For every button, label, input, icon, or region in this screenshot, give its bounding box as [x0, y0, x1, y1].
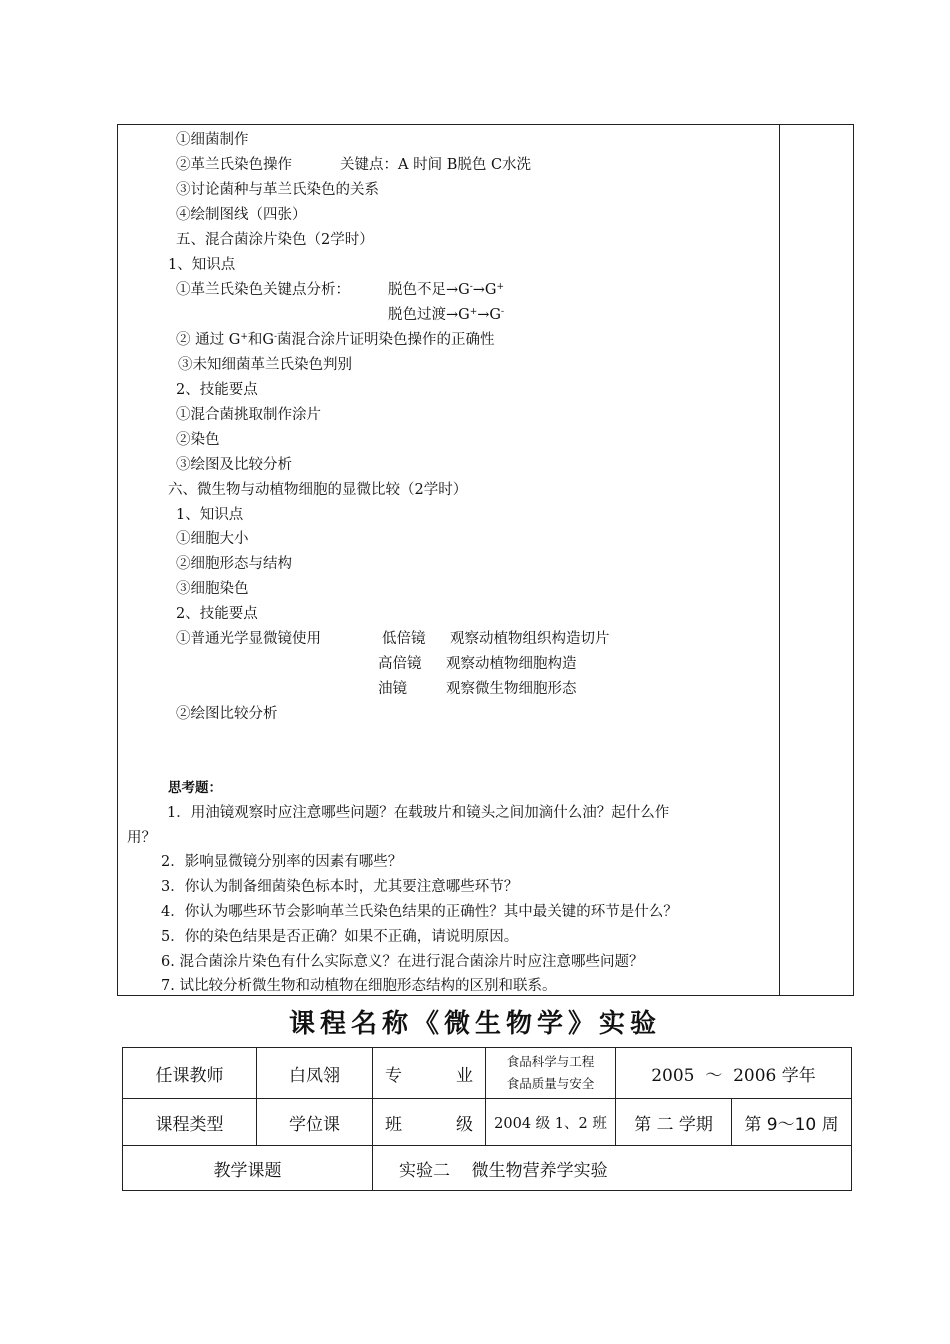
text-line: ③讨论菌种与革兰氏染色的关系: [176, 182, 379, 198]
semester: 第 二 学期: [616, 1099, 732, 1146]
course-info-table: [122, 1047, 852, 1191]
question: 7. 试比较分析微生物和动植物在细胞形态结构的区别和联系。: [161, 978, 557, 994]
text-line: ②染色: [176, 432, 220, 448]
section-heading: 五、混合菌涂片染色（2学时）: [176, 232, 374, 248]
text-line: 观察动植物细胞构造: [446, 656, 577, 672]
text-line: ①细胞大小: [176, 531, 249, 547]
class-label: 班 级: [373, 1099, 486, 1146]
text-line: ①普通光学显微镜使用: [176, 631, 321, 647]
subheading: 2、技能要点: [176, 606, 258, 622]
text-line: 观察微生物细胞形态: [446, 681, 577, 697]
text-line: ③未知细菌革兰氏染色判别: [178, 357, 352, 373]
text-line: ②革兰氏染色操作: [176, 157, 292, 173]
course-title: 课程名称《微生物学》实验: [288, 1009, 661, 1039]
text-line: ③绘图及比较分析: [176, 457, 292, 473]
question: 3．你认为制备细菌染色标本时，尤其要注意哪些环节？: [161, 879, 519, 895]
type-value: 学位课: [257, 1099, 373, 1146]
question: 4．你认为哪些环节会影响革兰氏染色结果的正确性？其中最关键的环节是什么？: [161, 904, 678, 920]
subheading: 1、知识点: [176, 507, 244, 523]
text-line: 脱色过渡→G+→G-: [388, 307, 505, 323]
section-heading: 六、微生物与动植物细胞的显微比较（2学时）: [168, 482, 468, 498]
text-line: ② 通过 G+和G-菌混合涂片证明染色操作的正确性: [176, 332, 495, 348]
subheading: 1、知识点: [168, 257, 236, 273]
teacher-name: 白凤翎: [257, 1048, 373, 1099]
class-value: 2004 级 1、2 班: [486, 1099, 616, 1146]
question: 1．用油镜观察时应注意哪些问题？在载玻片和镜头之间加滴什么油？起什么作: [167, 805, 670, 821]
type-label: 课程类型: [123, 1099, 257, 1146]
teacher-label: 任课教师: [123, 1048, 257, 1099]
major-label: 专 业: [373, 1048, 486, 1099]
question: 用？: [127, 830, 156, 846]
question: 5．你的染色结果是否正确？如果不正确，请说明原因。: [161, 929, 519, 945]
text-line: ①革兰氏染色关键点分析：: [176, 282, 350, 298]
text-line: 低倍镜: [382, 631, 426, 647]
text-line: ①细菌制作: [176, 132, 249, 148]
text-line: ④绘制图线（四张）: [176, 207, 307, 223]
question: 2．影响显微镜分别率的因素有哪些？: [161, 854, 403, 870]
text-line: 油镜: [378, 681, 407, 697]
text-line: 关键点：A 时间 B脱色 C水洗: [340, 157, 532, 173]
question: 6. 混合菌涂片染色有什么实际意义？在进行混合菌涂片时应注意哪些问题？: [161, 954, 644, 970]
text-line: ②绘图比较分析: [176, 706, 278, 722]
text-line: 观察动植物组织构造切片: [450, 631, 610, 647]
text-line: ①混合菌挑取制作涂片: [176, 407, 321, 423]
topic-label: 教学课题: [123, 1146, 373, 1191]
text-line: 脱色不足→G-→G+: [388, 282, 505, 298]
questions-title: 思考题：: [168, 780, 222, 796]
major-value: 食品科学与工程 食品质量与安全: [486, 1048, 616, 1099]
subheading: 2、技能要点: [176, 382, 258, 398]
academic-year: 2005 ～ 2006 学年: [616, 1048, 852, 1099]
topic-value: 实验二 微生物营养学实验: [373, 1146, 852, 1191]
text-line: ③细胞染色: [176, 581, 249, 597]
text-line: ②细胞形态与结构: [176, 556, 292, 572]
column-divider: [779, 125, 780, 995]
text-line: 高倍镜: [378, 656, 422, 672]
weeks: 第 9～10 周: [732, 1099, 852, 1146]
